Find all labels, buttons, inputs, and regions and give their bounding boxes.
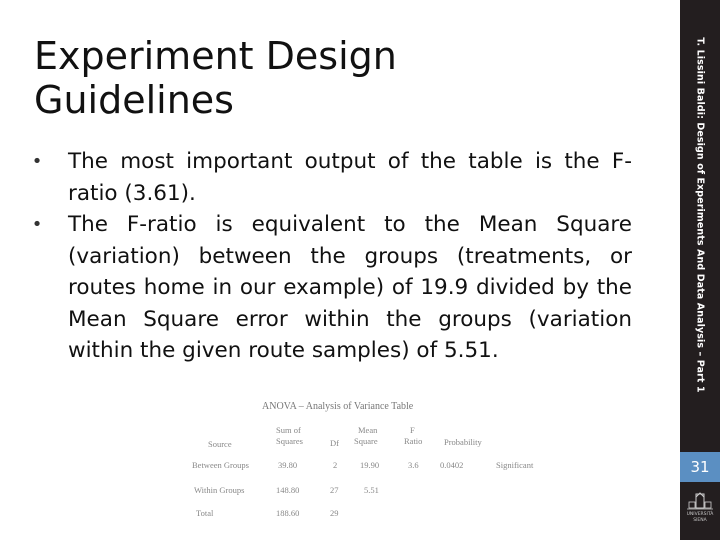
sidebar-vertical-caption: T. Lissini Baldi: Design of Experiments And Data Analysis – Part 1	[694, 37, 706, 393]
row-source: Between Groups	[192, 460, 249, 470]
anova-table-title: ANOVA – Analysis of Variance Table	[262, 401, 414, 412]
row-df: 27	[330, 485, 339, 495]
anova-table	[186, 398, 566, 540]
header-sum-of-squares-1: Sum of	[276, 425, 301, 435]
row-sum-of-squares: 148.80	[276, 485, 300, 495]
row-source: Total	[196, 508, 214, 518]
slide-title	[34, 34, 634, 122]
row-sum-of-squares: 188.60	[276, 508, 300, 518]
slide-title-line-1: Experiment Design	[34, 34, 397, 78]
header-source: Source	[208, 439, 232, 449]
row-df: 29	[330, 508, 339, 518]
bullet-text: The most important output of the table is the F-ratio (3.61).	[68, 149, 632, 206]
header-mean-square-2: Square	[354, 436, 378, 446]
bullet-text: The F-ratio is equivalent to the Mean Square (variation) between the groups (treatments, or routes home in our example) of 19.9 divided by the Mean Square error within the groups (variation within the given route samples) of 5.51.	[68, 212, 632, 363]
row-mean-square: 19.90	[360, 460, 380, 470]
row-significance: Significant	[496, 460, 534, 470]
sidebar	[680, 0, 720, 540]
logo-text-line-2: SIENA	[693, 518, 707, 523]
row-source: Within Groups	[194, 485, 245, 495]
bullet-item	[30, 146, 632, 209]
slide-title-line-2: Guidelines	[34, 78, 234, 122]
bullet-list	[30, 146, 632, 367]
row-probability: 0.0402	[440, 460, 464, 470]
row-mean-square: 5.51	[364, 485, 379, 495]
page-number: 31	[680, 452, 720, 482]
logo-text-line-1: UNIVERSITÀ	[686, 512, 714, 517]
header-mean-square-1: Mean	[358, 425, 378, 435]
bullet-icon: •	[31, 214, 43, 235]
bullet-icon: •	[31, 151, 43, 172]
header-sum-of-squares-2: Squares	[276, 436, 303, 446]
row-df: 2	[333, 460, 338, 470]
header-df: Df	[330, 438, 339, 448]
row-f-ratio: 3.6	[408, 460, 419, 470]
header-probability: Probability	[444, 437, 482, 447]
header-f-ratio-1: F	[410, 425, 415, 435]
header-f-ratio-2: Ratio	[404, 436, 423, 446]
bullet-item	[30, 209, 632, 367]
row-sum-of-squares: 39.80	[278, 460, 298, 470]
